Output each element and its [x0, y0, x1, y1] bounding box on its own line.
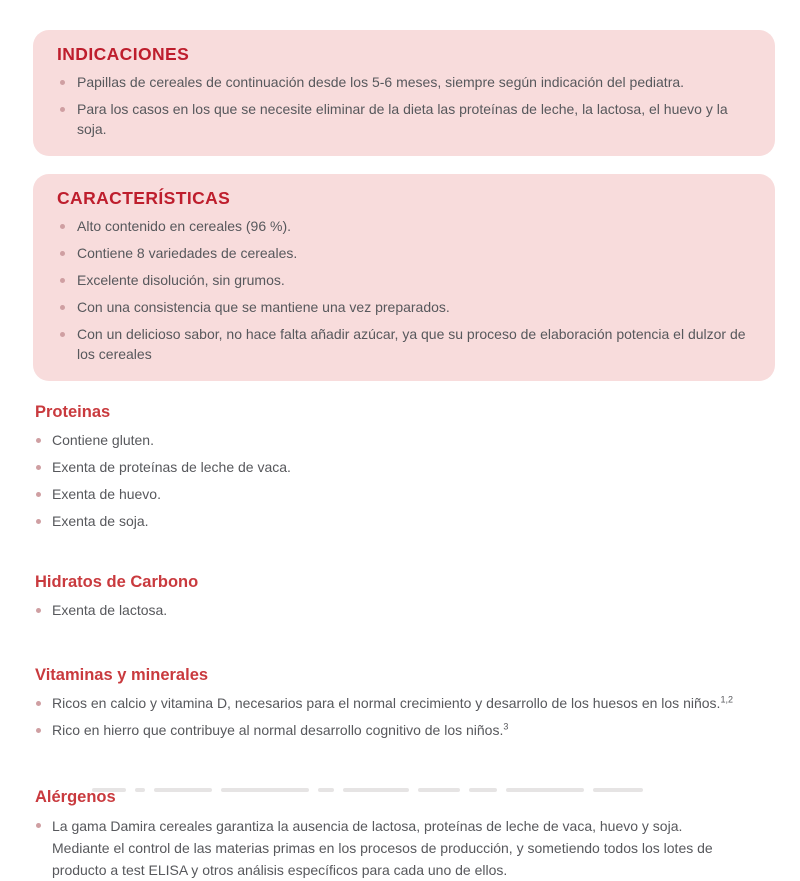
bullet-text: Papillas de cereales de continuación desde los 5-6 meses, siempre según indicación del pediatra. — [77, 74, 685, 90]
vitaminas-heading: Vitaminas y minerales — [35, 666, 209, 684]
bullet-text: Exenta de soja. — [52, 513, 149, 529]
indicaciones-box — [33, 30, 775, 156]
bullet-text: Rico en hierro que contribuye al normal desarrollo cognitivo de los niños. — [52, 722, 504, 738]
bullet-icon — [60, 251, 65, 256]
bullet-icon — [36, 608, 41, 613]
list-item — [35, 720, 770, 740]
list-item — [35, 430, 770, 450]
bullet-icon — [36, 465, 41, 470]
list-item — [57, 72, 749, 92]
bullet-text: Con una consistencia que se mantiene una vez preparados. — [77, 299, 450, 315]
bullet-icon — [60, 278, 65, 283]
bullet-text: Contiene 8 variedades de cereales. — [77, 245, 298, 261]
alergenos-heading: Alérgenos — [35, 788, 116, 806]
list-item — [57, 216, 749, 236]
alergenos-list — [35, 815, 770, 881]
list-item — [35, 693, 770, 713]
bullet-icon — [60, 332, 65, 337]
bullet-text: Para los casos en los que se necesite eliminar de la dieta las proteínas de leche, la lactosa, el huevo y la soja. — [77, 101, 728, 137]
bullet-icon — [36, 438, 41, 443]
footnote-reference: 1,2 — [720, 694, 733, 705]
list-item — [35, 600, 770, 620]
bullet-text: Ricos en calcio y vitamina D, necesarios para el normal crecimiento y desarrollo de los huesos en los niños. — [52, 695, 721, 711]
bullet-text: Alto contenido en cereales (96 %). — [77, 218, 292, 234]
bullet-icon — [60, 107, 65, 112]
vitaminas-list — [35, 693, 770, 740]
bullet-icon — [60, 224, 65, 229]
list-item — [57, 270, 749, 290]
bullet-text: Excelente disolución, sin grumos. — [77, 272, 285, 288]
bullet-icon — [60, 80, 65, 85]
bullet-text: Con un delicioso sabor, no hace falta añadir azúcar, ya que su proceso de elaboración potencia el dulzor de los cereales — [77, 326, 746, 362]
caracteristicas-heading: CARACTERÍSTICAS — [57, 188, 231, 208]
product-info-page — [0, 30, 800, 878]
bullet-text: Contiene gluten. — [52, 432, 154, 448]
bullet-text: La gama Damira cereales garantiza la ausencia de lactosa, proteínas de leche de vaca, huevo y soja. — [52, 818, 683, 834]
list-item — [57, 99, 749, 139]
list-item — [35, 484, 770, 504]
section-vitaminas-y-minerales — [35, 666, 770, 740]
hidratos-list — [35, 600, 770, 620]
section-alergenos — [35, 788, 770, 881]
section-hidratos-de-carbono — [35, 573, 770, 620]
proteinas-heading: Proteinas — [35, 403, 111, 421]
hidratos-heading: Hidratos de Carbono — [35, 573, 199, 591]
list-item — [35, 815, 770, 881]
list-item — [35, 511, 770, 531]
caracteristicas-box — [33, 174, 775, 381]
list-item — [57, 324, 749, 364]
list-item — [57, 297, 749, 317]
proteinas-list — [35, 430, 770, 531]
bullet-icon — [36, 519, 41, 524]
cutoff-text-remnant — [92, 788, 652, 793]
bullet-text: Mediante el control de las materias primas en los procesos de producción, y sometiendo todos los lotes de producto a test ELISA y otros análisis específicos para cada uno de ellos. — [52, 840, 713, 878]
bullet-text: Exenta de proteínas de leche de vaca. — [52, 459, 291, 475]
list-item — [35, 457, 770, 477]
bullet-text: Exenta de lactosa. — [52, 602, 168, 618]
indicaciones-list — [57, 72, 749, 139]
footnote-reference: 3 — [503, 721, 509, 732]
bullet-icon — [36, 701, 41, 706]
bullet-icon — [36, 823, 41, 828]
caracteristicas-list — [57, 216, 749, 364]
section-proteinas — [35, 403, 770, 531]
indicaciones-heading: INDICACIONES — [57, 44, 190, 64]
bullet-icon — [36, 728, 41, 733]
bullet-icon — [36, 492, 41, 497]
list-item — [57, 243, 749, 263]
bullet-text: Exenta de huevo. — [52, 486, 161, 502]
bullet-icon — [60, 305, 65, 310]
